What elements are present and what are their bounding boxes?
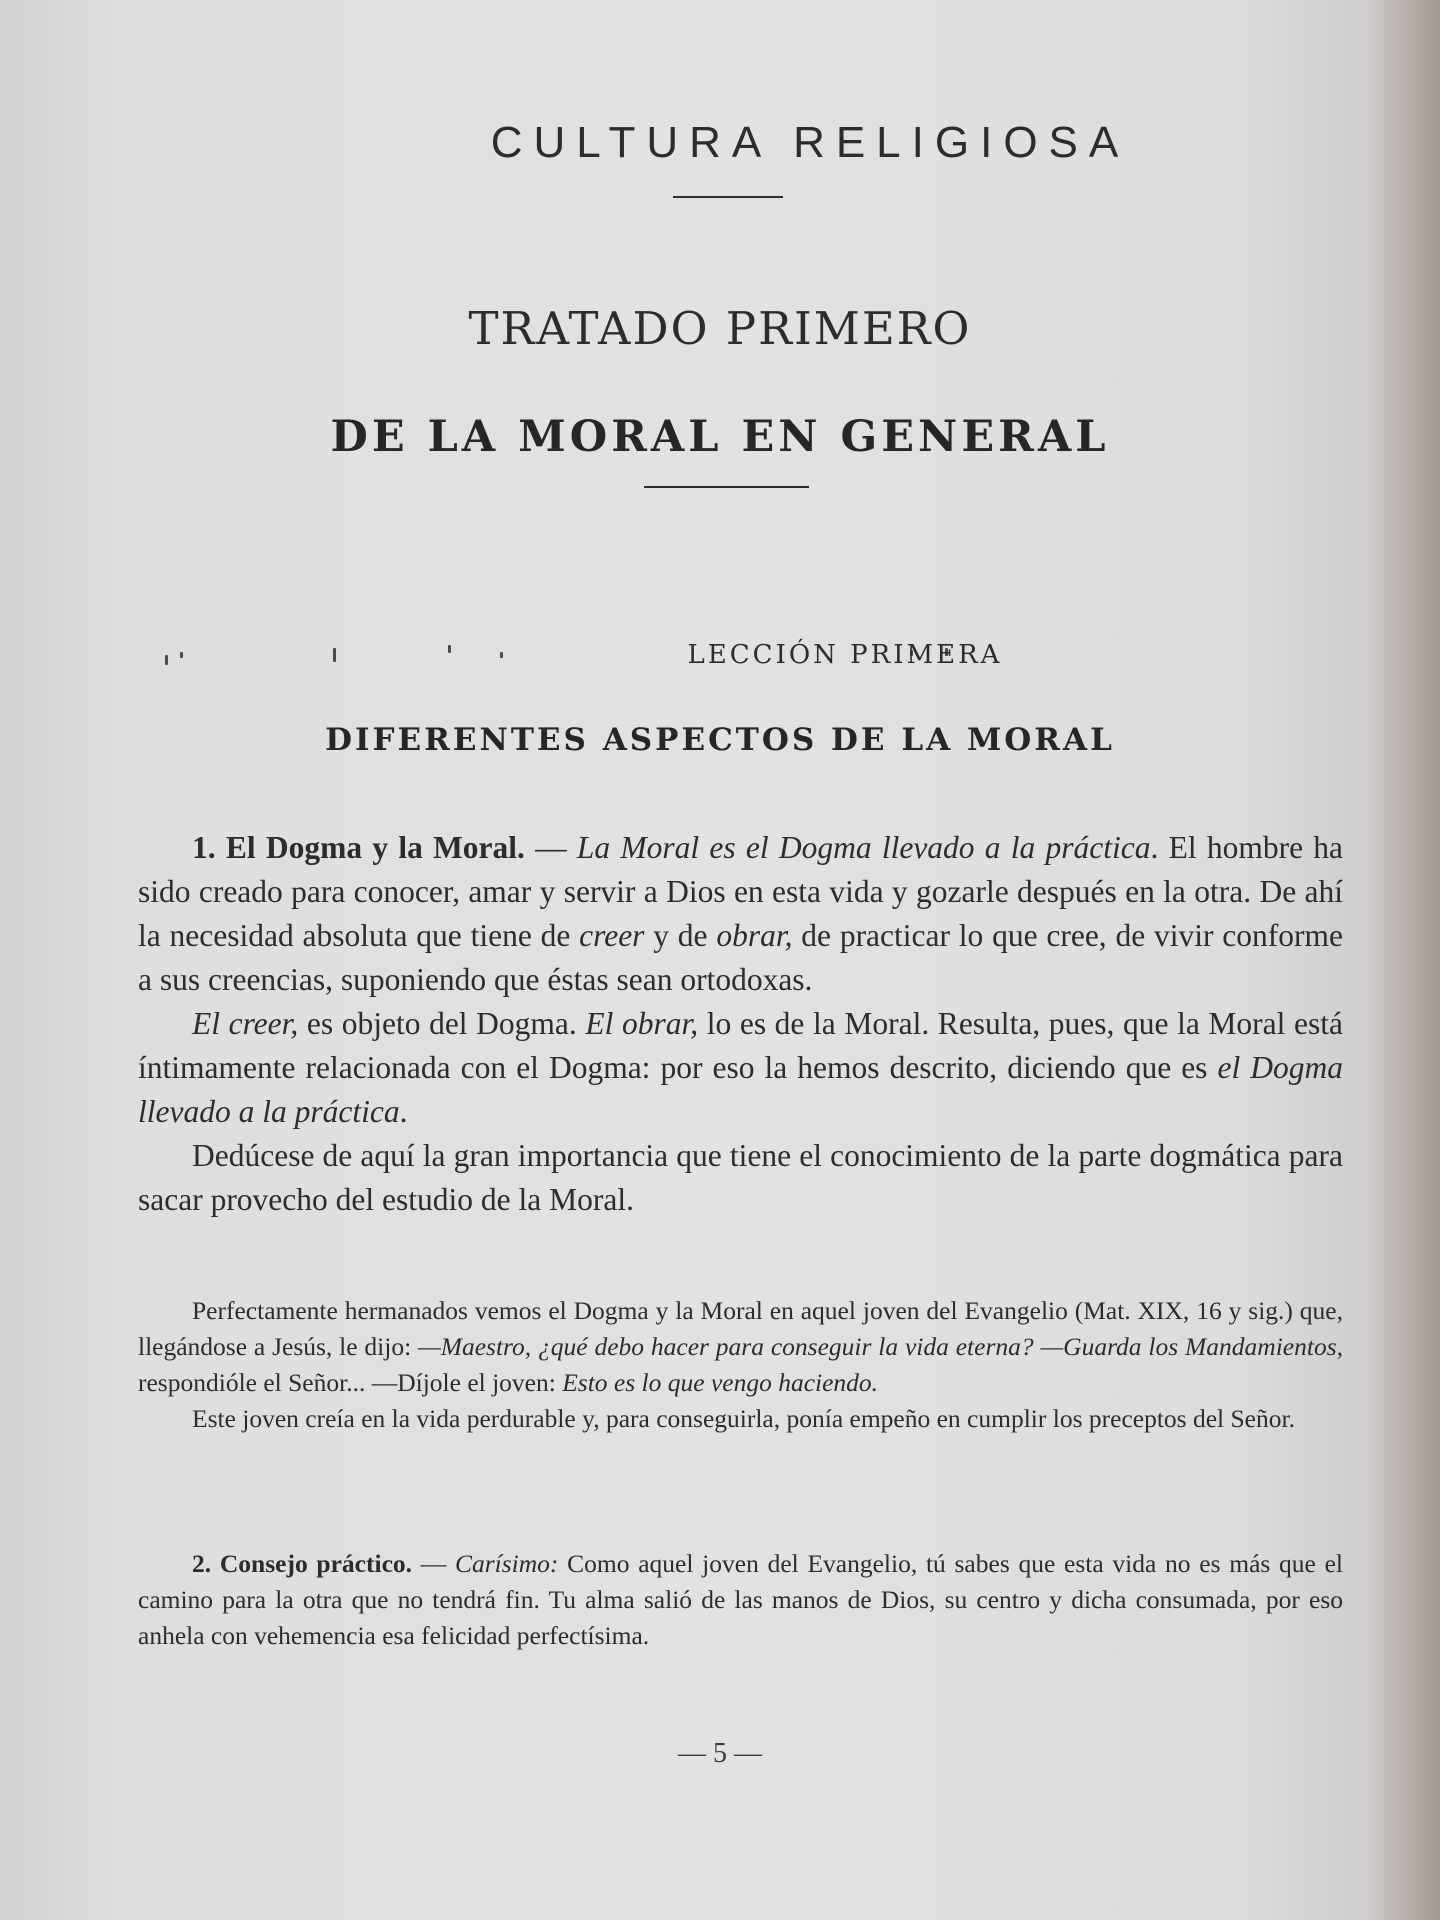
section-1-paragraph-3: Dedúcese de aquí la gran importancia que tiene el conocimiento de la parte dogmática para sacar provecho del estudio de la Moral. [138,1138,1343,1217]
section-2-paragraph [138,1546,1343,1654]
section-2-number: 2. [192,1549,212,1578]
text: Como aquel joven del Evangelio, tú sabes que esta vida no es más que el camino para la otra que no tendrá fin. Tu alma salió de las manos de Dios, su centro y dicha consumada, por eso anhela con vehemencia esa felicidad perfectísima. [138,1549,1343,1650]
page-edge-stain [1370,0,1440,1920]
dash: — [524,830,577,865]
treatise-title: TRATADO PRIMERO [468,302,972,355]
gospel-note-paragraph-2: Este joven creía en la vida perdurable y, para conseguirla, ponía empeño en cumplir los preceptos del Señor. [192,1404,1295,1433]
definition-italic: La Moral es el Dogma llevado a la práctica [576,830,1151,865]
running-head: CULTURA RELIGIOSA [490,118,1130,167]
part-title: DE LA MORAL EN GENERAL [330,412,1110,462]
italic-obrar: obrar, [716,918,793,953]
text: lo es de la Moral. Resulta, pues, que la Moral está íntimamente relacionada con el Dogma: por eso la hemos descrito, diciendo que es [138,1006,1343,1085]
lesson-title: DIFERENTES ASPECTOS DE LA MORAL [325,722,1115,758]
section-2 [138,1546,1343,1654]
text: . El hombre ha sido creado para conocer, amar y servir a Dios en esta vida y gozarle después en la otra. De ahí la necesidad absoluta que tiene de [138,830,1344,953]
text: respondióle el Señor... —Díjole el joven: [138,1368,563,1397]
section-2-heading: Consejo práctico. [219,1549,413,1578]
section-1-paragraph-1 [138,826,1343,1002]
italic-reply: Esto es lo que vengo haciendo. [562,1368,879,1397]
lesson-number: LECCIÓN PRIMERA [687,640,1003,670]
italic-dogma-practica: el Dogma llevado a la práctica [138,1050,1343,1129]
rule-under-part-title [644,486,809,488]
gospel-note-paragraph-1 [138,1293,1343,1401]
text: Perfectamente hermanados vemos el Dogma y la Moral en aquel joven del Evangelio (Mat. XIX, 16 y sig.) que, llegándose a Jesús, le dijo: [138,1296,1343,1361]
section-1-paragraph-2 [138,1002,1343,1134]
rule-under-running-head [673,196,783,198]
italic-el-obrar: El obrar, [585,1006,699,1041]
text: y de [644,918,717,953]
text: de practicar lo que cree, de vivir conforme a sus creencias, suponiendo que éstas sean ortodoxas. [138,918,1343,997]
section-1 [138,826,1343,1222]
text: . [399,1094,408,1129]
section-1-number: 1. [192,830,216,865]
italic-creer: creer [579,918,645,953]
section-1-heading: El Dogma y la Moral. [225,830,525,865]
dash: — [412,1549,455,1578]
gospel-note [138,1293,1343,1437]
italic-dialogue: —Maestro, ¿qué debo hacer para conseguir la vida eterna? —Guarda los Mandamientos, [418,1332,1343,1361]
italic-el-creer: El creer, [192,1006,299,1041]
page-number: — 5 — [678,1738,762,1769]
italic-carisimo: Carísimo: [454,1549,559,1578]
text: es objeto del Dogma. [298,1006,586,1041]
